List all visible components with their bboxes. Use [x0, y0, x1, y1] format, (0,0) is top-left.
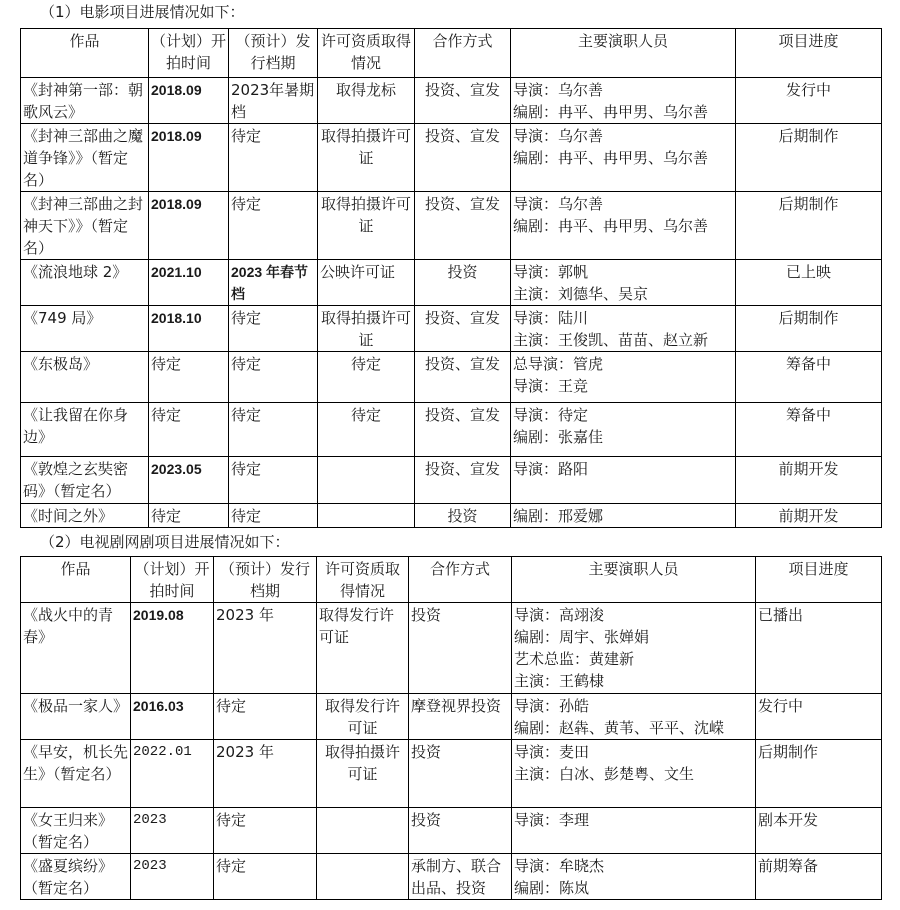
- cell-crew: [512, 854, 756, 900]
- crew-line: 导演：待定: [513, 406, 589, 424]
- cell-release: 待定: [229, 457, 318, 504]
- cell-release: 2023 年: [214, 740, 317, 808]
- cell-release: 待定: [229, 504, 318, 528]
- cell-work: 《战火中的青春》: [21, 603, 131, 694]
- cell-start: 2018.09: [149, 192, 229, 260]
- cell-progress: 前期开发: [736, 457, 882, 504]
- table-row: [21, 808, 882, 854]
- header-license: 许可资质取得情况: [317, 557, 409, 603]
- header-license: 许可资质取得情况: [318, 29, 415, 78]
- crew-line: 编剧：冉平、冉甲男、乌尔善: [513, 103, 709, 121]
- cell-release: 待定: [214, 854, 317, 900]
- crew-line: 编剧：陈岚: [514, 879, 590, 897]
- table-row: [21, 740, 882, 808]
- crew-line: 导演：孙皓: [514, 697, 590, 715]
- cell-work: 《东极岛》: [21, 352, 149, 403]
- cell-crew: [511, 306, 736, 352]
- table-row: [21, 352, 882, 403]
- cell-progress: 前期开发: [736, 504, 882, 528]
- cell-release: 待定: [229, 403, 318, 457]
- cell-crew: [511, 192, 736, 260]
- header-coop: 合作方式: [415, 29, 511, 78]
- cell-work: 《早安，机长先生》（暂定名）: [21, 740, 131, 808]
- header-work: 作品: [21, 29, 149, 78]
- cell-release: 2023年暑期档: [229, 78, 318, 124]
- cell-coop: 投资、宣发: [415, 306, 511, 352]
- cell-coop: 投资、宣发: [415, 192, 511, 260]
- header-work: 作品: [21, 557, 131, 603]
- crew-line: 主演：刘德华、吴京: [513, 285, 649, 303]
- crew-line: 导演：路阳: [513, 460, 589, 478]
- cell-license: 取得发行许可证: [317, 694, 409, 740]
- cell-crew: [512, 603, 756, 694]
- cell-work: 《封神三部曲之魔道争锋》》（暂定名）: [21, 124, 149, 192]
- crew-line: 编剧：冉平、冉甲男、乌尔善: [513, 149, 709, 167]
- cell-start: 待定: [149, 504, 229, 528]
- cell-coop: 投资: [415, 260, 511, 306]
- cell-license: [318, 504, 415, 528]
- table-row: [21, 457, 882, 504]
- cell-license: [318, 457, 415, 504]
- header-start: （计划）开拍时间: [149, 29, 229, 78]
- cell-start: 2023: [131, 854, 214, 900]
- cell-start: 待定: [149, 352, 229, 403]
- cell-license: 取得拍摄许可证: [318, 124, 415, 192]
- cell-work: 《极品一家人》: [21, 694, 131, 740]
- cell-release: 2023 年: [214, 603, 317, 694]
- header-crew: 主要演职人员: [511, 29, 736, 78]
- cell-work: 《女王归来》（暂定名）: [21, 808, 131, 854]
- crew-line: 导演：乌尔善: [513, 81, 604, 99]
- table-row: [21, 504, 882, 528]
- cell-release: 待定: [229, 124, 318, 192]
- table-row: [21, 403, 882, 457]
- tv-header-row: [21, 557, 882, 603]
- crew-line: 总导演：管虎: [513, 355, 604, 373]
- header-coop: 合作方式: [409, 557, 512, 603]
- cell-coop: 摩登视界投资: [409, 694, 512, 740]
- cell-crew: [512, 740, 756, 808]
- crew-line: 主演：白冰、彭楚粤、文生: [514, 765, 695, 783]
- cell-work: 《749 局》: [21, 306, 149, 352]
- cell-crew: [511, 260, 736, 306]
- cell-license: 取得拍摄许可证: [318, 192, 415, 260]
- cell-progress: 发行中: [736, 78, 882, 124]
- cell-crew: [511, 352, 736, 403]
- cell-coop: 投资、宣发: [415, 124, 511, 192]
- cell-crew: [511, 78, 736, 124]
- cell-license: 公映许可证: [318, 260, 415, 306]
- cell-progress: 发行中: [756, 694, 882, 740]
- crew-line: 导演：乌尔善: [513, 195, 604, 213]
- table-row: [21, 694, 882, 740]
- cell-license: 待定: [318, 403, 415, 457]
- cell-license: 取得龙标: [318, 78, 415, 124]
- cell-crew: [511, 124, 736, 192]
- header-start: （计划）开拍时间: [131, 557, 214, 603]
- cell-start: 2019.08: [131, 603, 214, 694]
- cell-release: 待定: [229, 192, 318, 260]
- cell-progress: 后期制作: [756, 740, 882, 808]
- cell-start: 2023: [131, 808, 214, 854]
- cell-license: [317, 854, 409, 900]
- crew-line: 编剧：冉平、冉甲男、乌尔善: [513, 217, 709, 235]
- cell-release: 待定: [229, 352, 318, 403]
- cell-progress: 前期筹备: [756, 854, 882, 900]
- crew-line: 编剧：赵犇、黄苇、平平、沈嵘: [514, 719, 725, 737]
- cell-release: 待定: [214, 694, 317, 740]
- cell-start: 2021.10: [149, 260, 229, 306]
- cell-release: 待定: [229, 306, 318, 352]
- cell-start: 2018.10: [149, 306, 229, 352]
- header-progress: 项目进度: [756, 557, 882, 603]
- cell-crew: [512, 808, 756, 854]
- tv-projects-table: [20, 556, 882, 900]
- cell-crew: [511, 457, 736, 504]
- table-row: [21, 124, 882, 192]
- crew-line: 导演：陆川: [513, 309, 589, 327]
- crew-line: 主演：王俊凯、苗苗、赵立新: [513, 331, 709, 349]
- cell-work: 《盛夏缤纷》（暂定名）: [21, 854, 131, 900]
- cell-work: 《封神三部曲之封神天下》》（暂定名）: [21, 192, 149, 260]
- header-progress: 项目进度: [736, 29, 882, 78]
- cell-coop: 投资: [409, 808, 512, 854]
- crew-line: 编剧：周宇、张婵娟: [514, 628, 650, 646]
- cell-license: 待定: [318, 352, 415, 403]
- tv-caption: （2）电视剧网剧项目进展情况如下：: [40, 533, 290, 551]
- crew-line: 导演：李理: [514, 811, 590, 829]
- cell-start: 2023.05: [149, 457, 229, 504]
- cell-license: 取得拍摄许可证: [317, 740, 409, 808]
- cell-crew: [512, 694, 756, 740]
- cell-license: 取得发行许可证: [317, 603, 409, 694]
- table-row: [21, 603, 882, 694]
- cell-license: 取得拍摄许可证: [318, 306, 415, 352]
- cell-crew: [511, 403, 736, 457]
- cell-coop: 投资、宣发: [415, 457, 511, 504]
- cell-coop: 投资: [415, 504, 511, 528]
- crew-line: 主演：王鹤棣: [514, 672, 605, 690]
- cell-work: 《时间之外》: [21, 504, 149, 528]
- cell-release: 待定: [214, 808, 317, 854]
- crew-line: 导演：麦田: [514, 743, 590, 761]
- cell-progress: 剧本开发: [756, 808, 882, 854]
- table-row: [21, 78, 882, 124]
- table-row: [21, 260, 882, 306]
- cell-progress: 后期制作: [736, 192, 882, 260]
- cell-start: 2018.09: [149, 78, 229, 124]
- crew-line: 导演：乌尔善: [513, 127, 604, 145]
- film-caption: （1）电影项目进展情况如下：: [40, 3, 245, 21]
- crew-line: 艺术总监：黄建新: [514, 650, 635, 668]
- cell-progress: 筹备中: [736, 352, 882, 403]
- cell-start: 待定: [149, 403, 229, 457]
- cell-progress: 已上映: [736, 260, 882, 306]
- cell-progress: 后期制作: [736, 306, 882, 352]
- header-crew: 主要演职人员: [512, 557, 756, 603]
- cell-coop: 投资、宣发: [415, 352, 511, 403]
- cell-work: 《流浪地球 2》: [21, 260, 149, 306]
- crew-line: 导演：王竞: [513, 377, 589, 395]
- cell-coop: 投资、宣发: [415, 78, 511, 124]
- cell-progress: 筹备中: [736, 403, 882, 457]
- crew-line: 编剧：张嘉佳: [513, 428, 604, 446]
- cell-work: 《敦煌之玄奘密码》（暂定名）: [21, 457, 149, 504]
- table-row: [21, 192, 882, 260]
- table-row: [21, 854, 882, 900]
- cell-crew: [511, 504, 736, 528]
- film-projects-table: [20, 28, 882, 528]
- header-release: （预计）发行档期: [229, 29, 318, 78]
- cell-coop: 投资、宣发: [415, 403, 511, 457]
- cell-release: 2023 年春节档: [229, 260, 318, 306]
- cell-coop: 承制方、联合出品、投资: [409, 854, 512, 900]
- cell-start: 2018.09: [149, 124, 229, 192]
- crew-line: 导演：牟晓杰: [514, 857, 605, 875]
- crew-line: 导演：高翊浚: [514, 606, 605, 624]
- cell-work: 《让我留在你身边》: [21, 403, 149, 457]
- cell-start: 2016.03: [131, 694, 214, 740]
- table-row: [21, 306, 882, 352]
- header-release: （预计）发行档期: [214, 557, 317, 603]
- cell-start: 2022.01: [131, 740, 214, 808]
- cell-work: 《封神第一部：朝歌风云》: [21, 78, 149, 124]
- cell-coop: 投资: [409, 603, 512, 694]
- cell-coop: 投资: [409, 740, 512, 808]
- cell-progress: 已播出: [756, 603, 882, 694]
- cell-progress: 后期制作: [736, 124, 882, 192]
- crew-line: 导演：郭帆: [513, 263, 589, 281]
- crew-line: 编剧：邢爱娜: [513, 507, 604, 525]
- film-header-row: [21, 29, 882, 78]
- cell-license: [317, 808, 409, 854]
